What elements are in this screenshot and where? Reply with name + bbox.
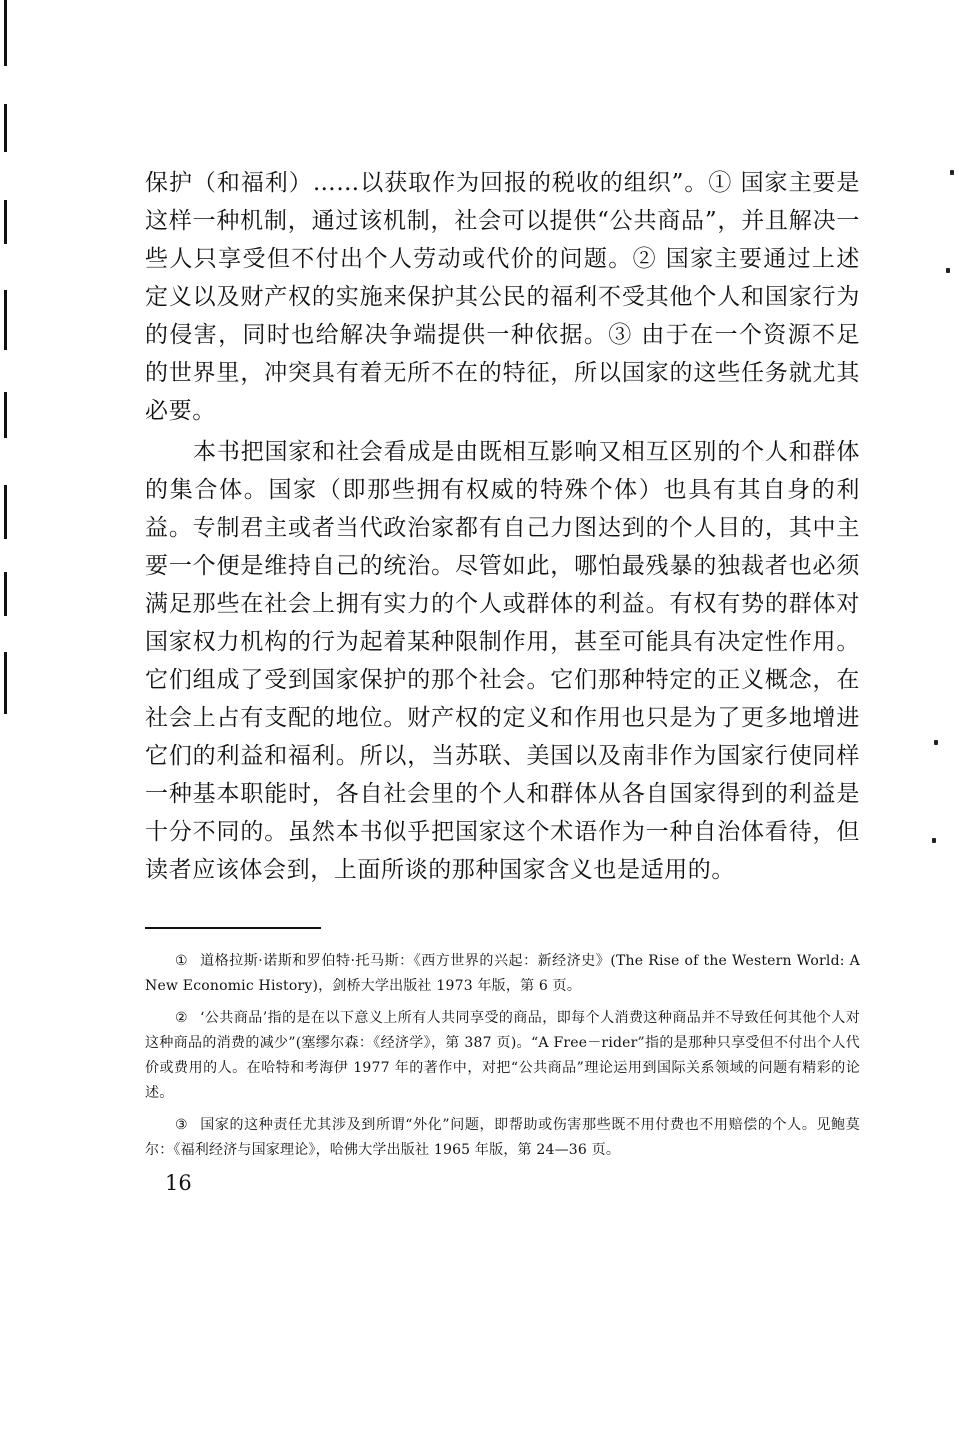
footnote-text: 道格拉斯·诺斯和罗伯特·托马斯：《西方世界的兴起：新经济史》(The Rise of the Western World: A New Economic History)，剑桥大学出版社 1973 年版，第 6 页。 (145, 953, 860, 994)
footnote (145, 1006, 860, 1106)
scan-edge-mark (4, 200, 7, 244)
scan-edge-mark (4, 0, 7, 66)
footnote-marker: ③ (175, 1117, 189, 1133)
footnote-text: 国家的这种责任尤其涉及到所谓“外化”问题，即帮助或伤害那些既不用付费也不用赔偿的个人。见鲍莫尔：《福利经济与国家理论》，哈佛大学出版社 1965 年版，第 24—36 页。 (145, 1117, 860, 1158)
scan-speck (932, 838, 936, 843)
scan-edge-mark (4, 572, 7, 616)
page-number: 16 (165, 1171, 192, 1195)
scan-speck (950, 170, 954, 175)
footnote-marker: ② (175, 1010, 189, 1026)
footnotes (145, 949, 860, 1163)
scan-edge-mark (4, 652, 7, 714)
footnote-separator (145, 927, 321, 929)
paragraph: 保护（和福利）……以获取作为回报的税收的组织”。① 国家主要是这样一种机制，通过该机制，社会可以提供“公共商品”，并且解决一些人只享受但不付出个人劳动或代价的问题。② 国家主要通过上述定义以及财产权的实施来保护其公民的福利不受其他个人和国家行为的侵害，同时也给解决争端提供一种依据。③ 由于在一个资源不足的世界里，冲突具有着无所不在的特征，所以国家的这些任务就尤其必要。 (145, 170, 860, 424)
scan-speck (934, 740, 938, 745)
book-page (145, 164, 860, 1195)
scan-edge-mark (4, 485, 7, 539)
scan-edge-mark (4, 290, 7, 350)
footnote (145, 949, 860, 999)
footnote (145, 1113, 860, 1163)
footnote-marker: ① (175, 953, 189, 969)
scan-edge-mark (4, 392, 7, 438)
paragraph: 本书把国家和社会看成是由既相互影响又相互区别的个人和群体的集合体。国家（即那些拥有权威的特殊个体）也具有其自身的利益。专制君主或者当代政治家都有自己力图达到的个人目的，其中主要一个便是维持自己的统治。尽管如此，哪怕最残暴的独裁者也必须满足那些在社会上拥有实力的个人或群体的利益。有权有势的群体对国家权力机构的行为起着某种限制作用，甚至可能具有决定性作用。它们组成了受到国家保护的那个社会。它们那种特定的正义概念，在社会上占有支配的地位。财产权的定义和作用也只是为了更多地增进它们的利益和福利。所以，当苏联、美国以及南非作为国家行使同样一种基本职能时，各自社会里的个人和群体从各自国家得到的利益是十分不同的。虽然本书似乎把国家这个术语作为一种自治体看待，但读者应该体会到，上面所谈的那种国家含义也是适用的。 (145, 439, 860, 883)
footnote-text: ‘公共商品’指的是在以下意义上所有人共同享受的商品，即每个人消费这种商品并不导致任何其他个人对这种商品的消费的减少”(塞缪尔森：《经济学》，第 387 页)。“A Free－rider”指的是那种只享受但不付出个人代价或费用的人。在哈特和考海伊 1977 年的著作中，对把“公共商品”理论运用到国际关系领域的问题有精彩的论述。 (145, 1010, 860, 1101)
scan-speck (946, 268, 950, 273)
scan-edge-mark (4, 104, 7, 152)
